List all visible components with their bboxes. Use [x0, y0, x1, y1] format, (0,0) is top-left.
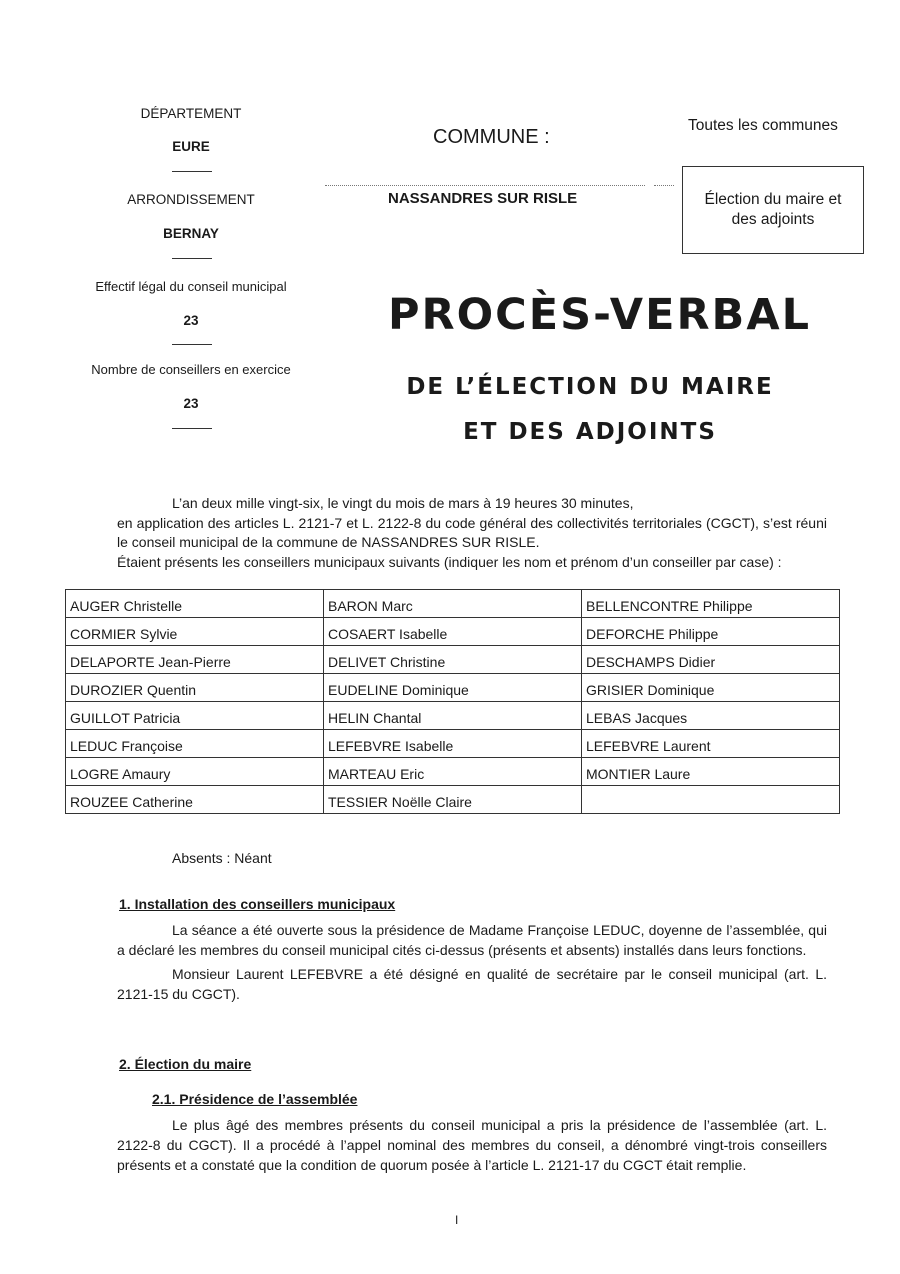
councillor-cell: DELAPORTE Jean-Pierre [66, 646, 324, 674]
exercice-value: 23 [183, 396, 199, 411]
header-left-column [60, 0, 322, 440]
councillor-cell: DUROZIER Quentin [66, 674, 324, 702]
section-1-heading: 1. Installation des conseillers municipaux [119, 896, 396, 912]
table-row [66, 646, 840, 674]
councillor-cell: DESCHAMPS Didier [582, 646, 840, 674]
section-1-paragraph-1: La séance a été ouverte sous la présidence de Madame Françoise LEDUC, doyenne de l’assemblée, qui a déclaré les membres du conseil municipal cités ci-dessus (présents et absents) installés dans leurs fonctions. [117, 922, 827, 958]
councillor-cell: BELLENCONTRE Philippe [582, 590, 840, 618]
table-row [66, 674, 840, 702]
councillor-cell: MARTEAU Eric [324, 758, 582, 786]
box-line-1: Élection du maire et [704, 191, 842, 208]
councillor-cell: BARON Marc [324, 590, 582, 618]
page-title: PROCÈS-VERBAL [388, 290, 812, 340]
table-row [66, 590, 840, 618]
divider [172, 171, 212, 172]
divider [172, 258, 212, 259]
box-line-2: des adjoints [731, 211, 815, 228]
toutes-communes-text: Toutes les communes [688, 117, 838, 134]
councillor-cell: AUGER Christelle [66, 590, 324, 618]
councillor-cell: LEDUC Françoise [66, 730, 324, 758]
absents-text: Absents : Néant [172, 850, 272, 866]
intro-text [117, 494, 827, 572]
councillor-cell: ROUZEE Catherine [66, 786, 324, 814]
dotted-line [325, 185, 645, 186]
councillors-table [65, 589, 840, 814]
table-row [66, 702, 840, 730]
effectif-label: Effectif légal du conseil municipal [95, 279, 287, 294]
councillor-cell [582, 786, 840, 814]
section-2-1-heading: 2.1. Présidence de l’assemblée [152, 1091, 358, 1107]
table-row [66, 618, 840, 646]
subtitle-line-2: ET DES ADJOINTS [463, 419, 717, 445]
commune-name: NASSANDRES SUR RISLE [388, 190, 578, 207]
councillor-cell: LOGRE Amaury [66, 758, 324, 786]
councillor-cell: TESSIER Noëlle Claire [324, 786, 582, 814]
councillor-cell: LEFEBVRE Laurent [582, 730, 840, 758]
councillor-cell: MONTIER Laure [582, 758, 840, 786]
councillor-cell: DEFORCHE Philippe [582, 618, 840, 646]
councillor-cell: GRISIER Dominique [582, 674, 840, 702]
commune-label: COMMUNE : [433, 126, 550, 148]
exercice-label: Nombre de conseillers en exercice [91, 362, 291, 377]
councillor-cell: LEFEBVRE Isabelle [324, 730, 582, 758]
councillor-cell: DELIVET Christine [324, 646, 582, 674]
table-row [66, 786, 840, 814]
section-1-paragraph-2: Monsieur Laurent LEFEBVRE a été désigné en qualité de secrétaire par le conseil municipal (art. L. 2121-15 du CGCT). [117, 966, 827, 1002]
intro-first-line: L’an deux mille vingt-six, le vingt du mois de mars à 19 heures 30 minutes, [172, 495, 634, 511]
section-1-body [117, 920, 827, 1004]
present-intro: Étaient présents les conseillers municipaux suivants (indiquer les nom et prénom d’un conseiller par case) : [117, 553, 782, 570]
arrondissement-label: ARRONDISSEMENT [127, 192, 255, 207]
table-row [66, 758, 840, 786]
document-type-box [682, 166, 864, 254]
councillor-cell: COSAERT Isabelle [324, 618, 582, 646]
councillor-cell: LEBAS Jacques [582, 702, 840, 730]
intro-paragraph: en application des articles L. 2121-7 et L. 2122-8 du code général des collectivités territoriales (CGCT), s’est réuni le conseil municipal de la commune de NASSANDRES SUR RISLE. [117, 514, 827, 550]
section-2-paragraph-1: Le plus âgé des membres présents du conseil municipal a pris la présidence de l’assemblée (art. L. 2122-8 du CGCT). Il a procédé à l’appel nominal des membres du conseil, a dénombré vingt-trois conseillers présents et a constaté que la condition de quorum posée à l’article L. 2121-17 du CGCT était remplie. [117, 1117, 827, 1173]
table-row [66, 730, 840, 758]
dotted-line [654, 185, 674, 186]
section-2-body [117, 1115, 827, 1175]
subtitle-line-1: DE L’ÉLECTION DU MAIRE [406, 374, 774, 400]
section-2-heading: 2. Élection du maire [119, 1056, 252, 1072]
divider [172, 344, 212, 345]
councillor-cell: CORMIER Sylvie [66, 618, 324, 646]
councillor-cell: GUILLOT Patricia [66, 702, 324, 730]
councillor-cell: EUDELINE Dominique [324, 674, 582, 702]
councillor-cell: HELIN Chantal [324, 702, 582, 730]
departement-label: DÉPARTEMENT [140, 106, 242, 121]
page-number: I [455, 1213, 459, 1227]
departement-value: EURE [172, 139, 210, 154]
effectif-value: 23 [183, 313, 199, 328]
divider [172, 428, 212, 429]
arrondissement-value: BERNAY [163, 226, 219, 241]
